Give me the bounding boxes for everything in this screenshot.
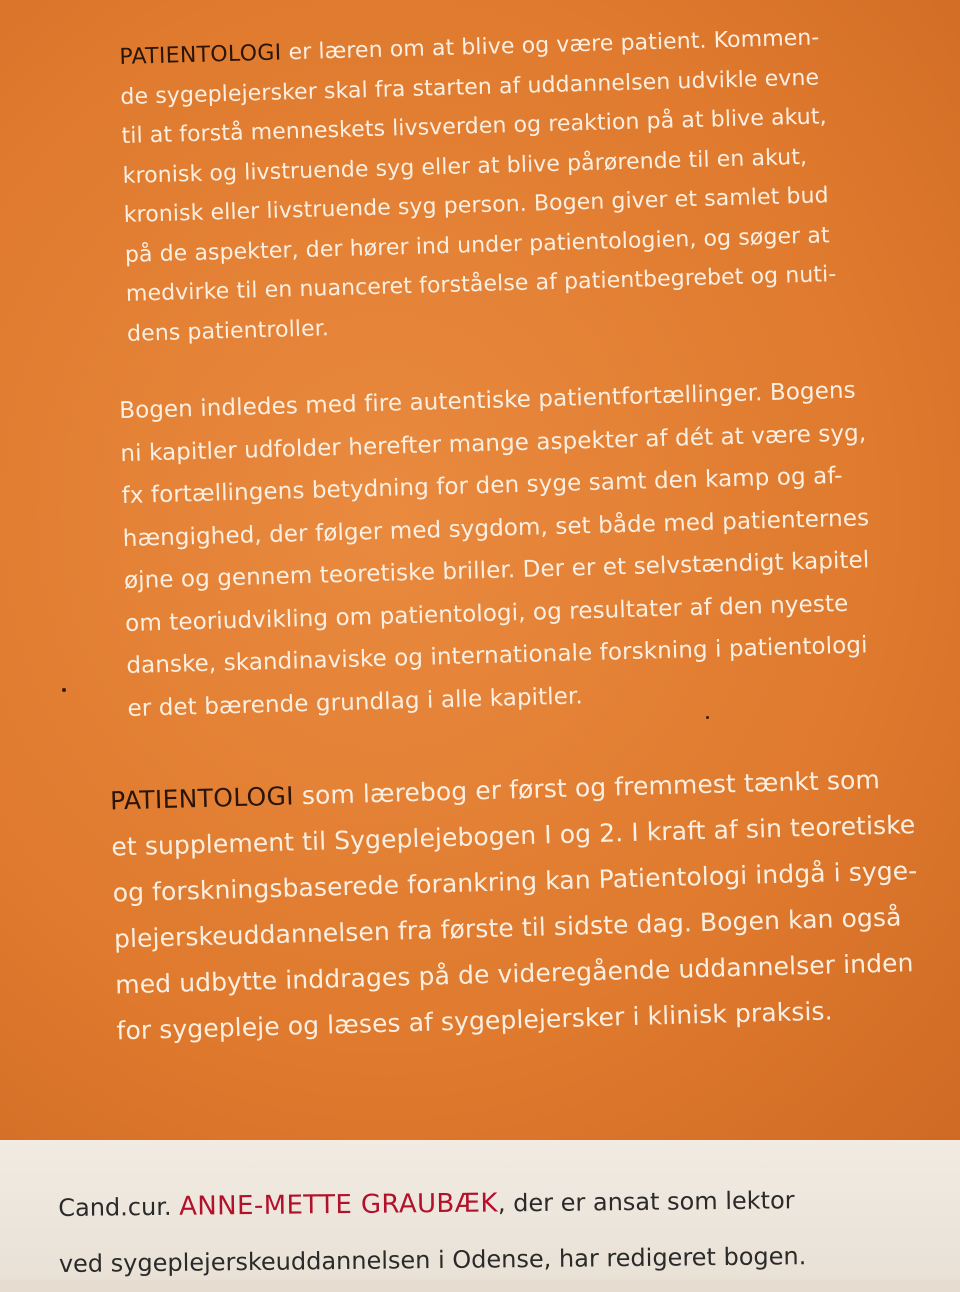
- paragraph-line: danske, skandinaviske og internationale forskning i patientologi: [126, 632, 868, 680]
- paragraph-line: fx fortællingens betydning for den syge samt den kamp og af-: [121, 462, 843, 510]
- paragraph-line: Bogen indledes med fire autentiske patientfortællinger. Bogens: [118, 377, 857, 425]
- paragraph-line: og forskningsbaserede forankring kan Patientologi indgå i syge-: [112, 856, 918, 908]
- blurb-paragraph-3: [110, 755, 947, 1054]
- paragraph-line: dens patientroller.: [126, 315, 330, 347]
- paragraph-line: ni kapitler udfolder herefter mange aspekter af dét at være syg,: [120, 419, 867, 467]
- paragraph-line: om teoriudvikling om patientologi, og resultater af den nyeste: [124, 590, 849, 637]
- author-line: ved sygeplejerskeuddannelsen i Odense, har redigeret bogen.: [58, 1242, 807, 1278]
- paragraph-line: for sygepleje og læses af sygeplejersker i klinisk praksis.: [116, 996, 833, 1046]
- author-footer: [0, 1140, 960, 1280]
- title-keyword: PATIENTOLOGI: [109, 781, 295, 816]
- blurb-text: [109, 0, 918, 1046]
- author-bio: [58, 1171, 939, 1292]
- paragraph-line: med udbytte inddrages på de videregående uddannelser inden: [114, 948, 914, 1000]
- paragraph-line: de sygeplejersker skal fra starten af uddannelsen udvikle evne: [120, 64, 820, 110]
- author-suffix: , der er ansat som lektor: [497, 1186, 795, 1218]
- author-line: [58, 1171, 939, 1236]
- paragraph-line: medvirke til en nuanceret forståelse af patientbegrebet og nuti-: [125, 262, 837, 307]
- title-keyword: PATIENTOLOGI: [119, 40, 282, 70]
- blurb-paragraph-2: [119, 369, 888, 730]
- author-prefix: Cand.cur.: [58, 1192, 180, 1222]
- dust-speck: [706, 716, 709, 719]
- dust-speck: [62, 688, 66, 692]
- line-text: som lærebog er først og fremmest tænkt som: [293, 765, 881, 811]
- paragraph-line: til at forstå menneskets livsverden og reaktion på at blive akut,: [121, 104, 827, 149]
- paragraph-line: plejerskeuddannelsen fra første til sidste dag. Bogen kan også: [113, 902, 902, 954]
- paragraph-line: er det bærende grundlag i alle kapitler.: [127, 682, 584, 722]
- blurb-paragraph-1: [119, 18, 858, 354]
- line-text: er læren om at blive og være patient. Kommen-: [281, 25, 820, 66]
- paragraph-line: øjne og gennem teoretiske briller. Der er et selvstændigt kapitel: [123, 547, 870, 595]
- paragraph-line: på de aspekter, der hører ind under patientologien, og søger at: [124, 222, 830, 268]
- author-name: ANNE-METTE GRAUBÆK: [179, 1188, 499, 1222]
- paragraph-line: kronisk eller livstruende syg person. Bogen giver et samlet bud: [123, 183, 829, 228]
- paragraph-line: et supplement til Sygeplejebogen I og 2. I kraft af sin teoretiske: [111, 810, 916, 862]
- paragraph-line: hængighed, der følger med sygdom, set både med patienternes: [122, 504, 870, 552]
- paragraph-line: kronisk og livstruende syg eller at blive pårørende til en akut,: [122, 144, 808, 189]
